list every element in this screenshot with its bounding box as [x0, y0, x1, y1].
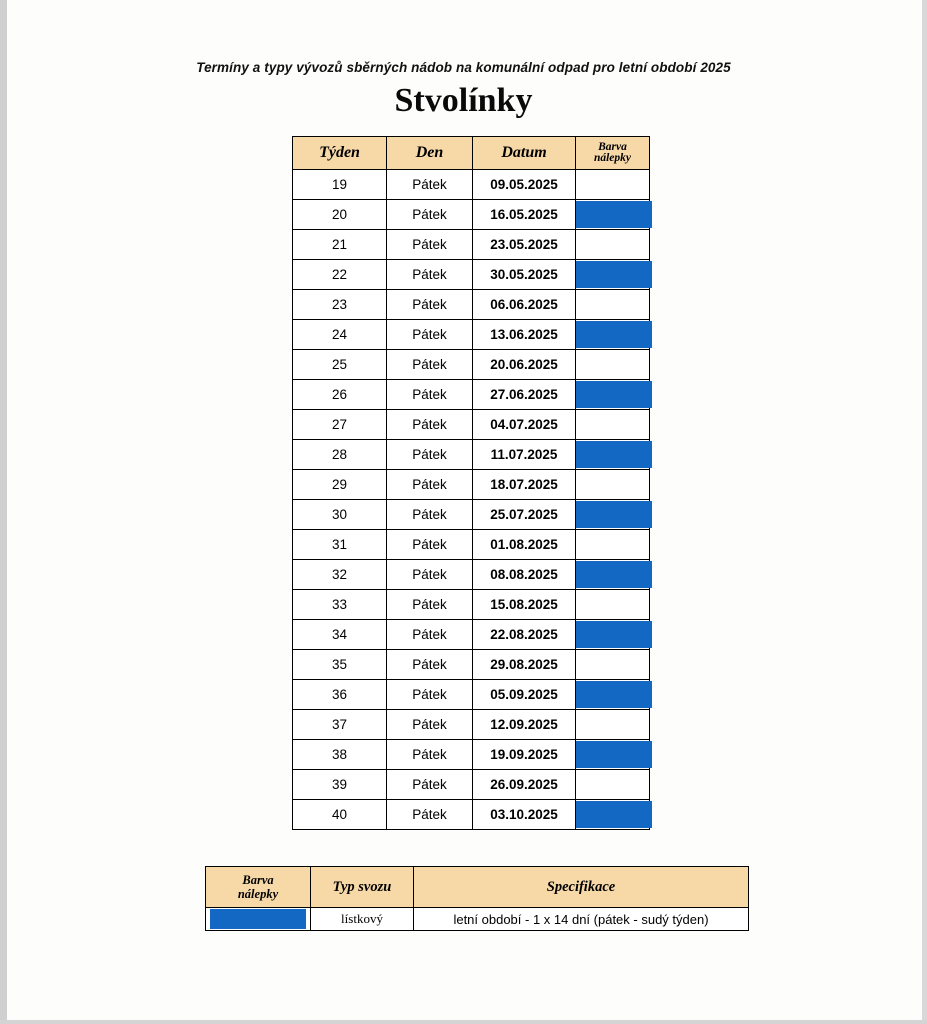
- cell-week: 19: [293, 170, 387, 200]
- cell-week: 38: [293, 740, 387, 770]
- cell-week: 31: [293, 530, 387, 560]
- table-row: [293, 470, 650, 500]
- cell-sticker-color: [576, 380, 650, 410]
- table-row: [293, 530, 650, 560]
- cell-day: Pátek: [387, 770, 473, 800]
- sticker-swatch-bleed: [649, 801, 652, 828]
- legend-swatch-blue: [210, 909, 306, 929]
- sticker-swatch-blue: [576, 801, 649, 828]
- cell-day: Pátek: [387, 260, 473, 290]
- sticker-swatch-blue: [576, 681, 649, 708]
- cell-sticker-color: [576, 170, 650, 200]
- cell-date: 16.05.2025: [473, 200, 576, 230]
- table-row: [293, 710, 650, 740]
- sticker-swatch-bleed: [649, 441, 652, 468]
- cell-week: 37: [293, 710, 387, 740]
- cell-day: Pátek: [387, 320, 473, 350]
- cell-day: Pátek: [387, 350, 473, 380]
- sticker-swatch-bleed: [649, 501, 652, 528]
- schedule-table-wrap: [292, 136, 645, 830]
- sticker-swatch-none: [576, 231, 649, 258]
- sticker-swatch-none: [576, 291, 649, 318]
- scan-edge-left: [0, 0, 7, 1024]
- cell-sticker-color: [576, 230, 650, 260]
- cell-week: 40: [293, 800, 387, 830]
- cell-date: 06.06.2025: [473, 290, 576, 320]
- cell-week: 30: [293, 500, 387, 530]
- cell-sticker-color: [576, 290, 650, 320]
- cell-week: 23: [293, 290, 387, 320]
- sticker-swatch-none: [576, 651, 649, 678]
- cell-sticker-color: [576, 200, 650, 230]
- sticker-swatch-none: [576, 711, 649, 738]
- cell-day: Pátek: [387, 650, 473, 680]
- cell-sticker-color: [576, 620, 650, 650]
- cell-date: 22.08.2025: [473, 620, 576, 650]
- legend-header-spec: Specifikace: [414, 867, 749, 908]
- cell-date: 15.08.2025: [473, 590, 576, 620]
- legend-table-head: [206, 867, 749, 908]
- legend-header-sticker-color-line1: Barva: [242, 873, 274, 887]
- table-row: [293, 500, 650, 530]
- cell-day: Pátek: [387, 590, 473, 620]
- cell-week: 24: [293, 320, 387, 350]
- table-row: [293, 200, 650, 230]
- cell-week: 39: [293, 770, 387, 800]
- table-row: [293, 230, 650, 260]
- cell-sticker-color: [576, 590, 650, 620]
- legend-header-sticker-color: [206, 867, 311, 908]
- cell-date: 30.05.2025: [473, 260, 576, 290]
- cell-date: 18.07.2025: [473, 470, 576, 500]
- cell-sticker-color: [576, 770, 650, 800]
- sticker-swatch-bleed: [649, 561, 652, 588]
- sticker-swatch-blue: [576, 261, 649, 288]
- cell-date: 03.10.2025: [473, 800, 576, 830]
- cell-date: 23.05.2025: [473, 230, 576, 260]
- schedule-table: [292, 136, 650, 830]
- table-row: [293, 560, 650, 590]
- table-row: [293, 440, 650, 470]
- column-header-sticker-color: [576, 137, 650, 170]
- cell-day: Pátek: [387, 200, 473, 230]
- sticker-swatch-bleed: [649, 621, 652, 648]
- cell-week: 28: [293, 440, 387, 470]
- sticker-swatch-none: [576, 771, 649, 798]
- schedule-table-head: [293, 137, 650, 170]
- legend-table-wrap: [205, 866, 721, 931]
- cell-sticker-color: [576, 410, 650, 440]
- sticker-swatch-blue: [576, 321, 649, 348]
- cell-day: Pátek: [387, 740, 473, 770]
- legend-cell-spec: letní období - 1 x 14 dní (pátek - sudý týden): [414, 908, 749, 931]
- scan-edge-right: [922, 0, 927, 1024]
- sticker-swatch-bleed: [649, 261, 652, 288]
- legend-cell-color: [206, 908, 311, 931]
- sticker-swatch-blue: [576, 621, 649, 648]
- cell-date: 20.06.2025: [473, 350, 576, 380]
- cell-date: 19.09.2025: [473, 740, 576, 770]
- sticker-swatch-none: [576, 411, 649, 438]
- cell-date: 05.09.2025: [473, 680, 576, 710]
- cell-date: 08.08.2025: [473, 560, 576, 590]
- document-subtitle: Termíny a typy vývozů sběrných nádob na komunální odpad pro letní období 2025: [196, 60, 731, 75]
- table-row: [293, 590, 650, 620]
- cell-sticker-color: [576, 680, 650, 710]
- table-row: [293, 290, 650, 320]
- schedule-table-body: [293, 170, 650, 830]
- cell-day: Pátek: [387, 800, 473, 830]
- sticker-swatch-blue: [576, 201, 649, 228]
- cell-week: 27: [293, 410, 387, 440]
- cell-week: 34: [293, 620, 387, 650]
- cell-date: 29.08.2025: [473, 650, 576, 680]
- legend-cell-type: lístkový: [311, 908, 414, 931]
- cell-day: Pátek: [387, 530, 473, 560]
- cell-sticker-color: [576, 260, 650, 290]
- table-row: [293, 410, 650, 440]
- table-row: [293, 320, 650, 350]
- legend-header-sticker-color-line2: nálepky: [237, 887, 279, 901]
- sticker-swatch-none: [576, 471, 649, 498]
- sticker-swatch-none: [576, 351, 649, 378]
- cell-sticker-color: [576, 560, 650, 590]
- cell-date: 09.05.2025: [473, 170, 576, 200]
- cell-day: Pátek: [387, 470, 473, 500]
- schedule-header-row: [293, 137, 650, 170]
- cell-week: 21: [293, 230, 387, 260]
- table-row: [293, 740, 650, 770]
- column-header-week: Týden: [293, 137, 387, 170]
- table-row: [293, 350, 650, 380]
- cell-day: Pátek: [387, 230, 473, 260]
- sticker-swatch-bleed: [649, 741, 652, 768]
- cell-day: Pátek: [387, 500, 473, 530]
- cell-day: Pátek: [387, 440, 473, 470]
- cell-sticker-color: [576, 500, 650, 530]
- cell-date: 26.09.2025: [473, 770, 576, 800]
- scan-edge-bottom: [0, 1020, 927, 1024]
- sticker-swatch-blue: [576, 501, 649, 528]
- cell-week: 29: [293, 470, 387, 500]
- page-title: Stvolínky: [394, 82, 533, 119]
- sticker-swatch-none: [576, 591, 649, 618]
- cell-day: Pátek: [387, 410, 473, 440]
- table-row: [293, 620, 650, 650]
- cell-sticker-color: [576, 470, 650, 500]
- sticker-swatch-bleed: [649, 201, 652, 228]
- cell-sticker-color: [576, 740, 650, 770]
- cell-date: 13.06.2025: [473, 320, 576, 350]
- table-row: [293, 260, 650, 290]
- cell-sticker-color: [576, 710, 650, 740]
- legend-table-body: [206, 908, 749, 931]
- cell-day: Pátek: [387, 680, 473, 710]
- table-row: [293, 380, 650, 410]
- cell-day: Pátek: [387, 170, 473, 200]
- column-header-sticker-color-line2: nálepky: [593, 152, 632, 164]
- cell-day: Pátek: [387, 290, 473, 320]
- cell-sticker-color: [576, 530, 650, 560]
- cell-sticker-color: [576, 350, 650, 380]
- cell-date: 01.08.2025: [473, 530, 576, 560]
- cell-week: 26: [293, 380, 387, 410]
- cell-week: 20: [293, 200, 387, 230]
- cell-week: 22: [293, 260, 387, 290]
- cell-date: 04.07.2025: [473, 410, 576, 440]
- column-header-day: Den: [387, 137, 473, 170]
- table-row: [293, 650, 650, 680]
- sticker-swatch-bleed: [649, 321, 652, 348]
- table-row: [293, 770, 650, 800]
- sticker-swatch-bleed: [649, 381, 652, 408]
- cell-sticker-color: [576, 320, 650, 350]
- cell-day: Pátek: [387, 620, 473, 650]
- sticker-swatch-none: [576, 171, 649, 198]
- cell-week: 35: [293, 650, 387, 680]
- table-row: [293, 170, 650, 200]
- cell-date: 12.09.2025: [473, 710, 576, 740]
- sticker-swatch-bleed: [649, 681, 652, 708]
- sticker-swatch-blue: [576, 561, 649, 588]
- table-row: [293, 680, 650, 710]
- cell-week: 25: [293, 350, 387, 380]
- cell-week: 33: [293, 590, 387, 620]
- column-header-sticker-color-line1: Barva: [598, 141, 627, 153]
- legend-header-row: [206, 867, 749, 908]
- legend-header-type: Typ svozu: [311, 867, 414, 908]
- cell-day: Pátek: [387, 380, 473, 410]
- cell-week: 32: [293, 560, 387, 590]
- cell-date: 27.06.2025: [473, 380, 576, 410]
- cell-sticker-color: [576, 440, 650, 470]
- cell-date: 25.07.2025: [473, 500, 576, 530]
- sticker-swatch-blue: [576, 441, 649, 468]
- cell-date: 11.07.2025: [473, 440, 576, 470]
- legend-table: [205, 866, 749, 931]
- cell-sticker-color: [576, 650, 650, 680]
- legend-row: [206, 908, 749, 931]
- cell-day: Pátek: [387, 710, 473, 740]
- table-row: [293, 800, 650, 830]
- cell-day: Pátek: [387, 560, 473, 590]
- sticker-swatch-blue: [576, 741, 649, 768]
- sticker-swatch-blue: [576, 381, 649, 408]
- column-header-date: Datum: [473, 137, 576, 170]
- sticker-swatch-none: [576, 531, 649, 558]
- cell-week: 36: [293, 680, 387, 710]
- cell-sticker-color: [576, 800, 650, 830]
